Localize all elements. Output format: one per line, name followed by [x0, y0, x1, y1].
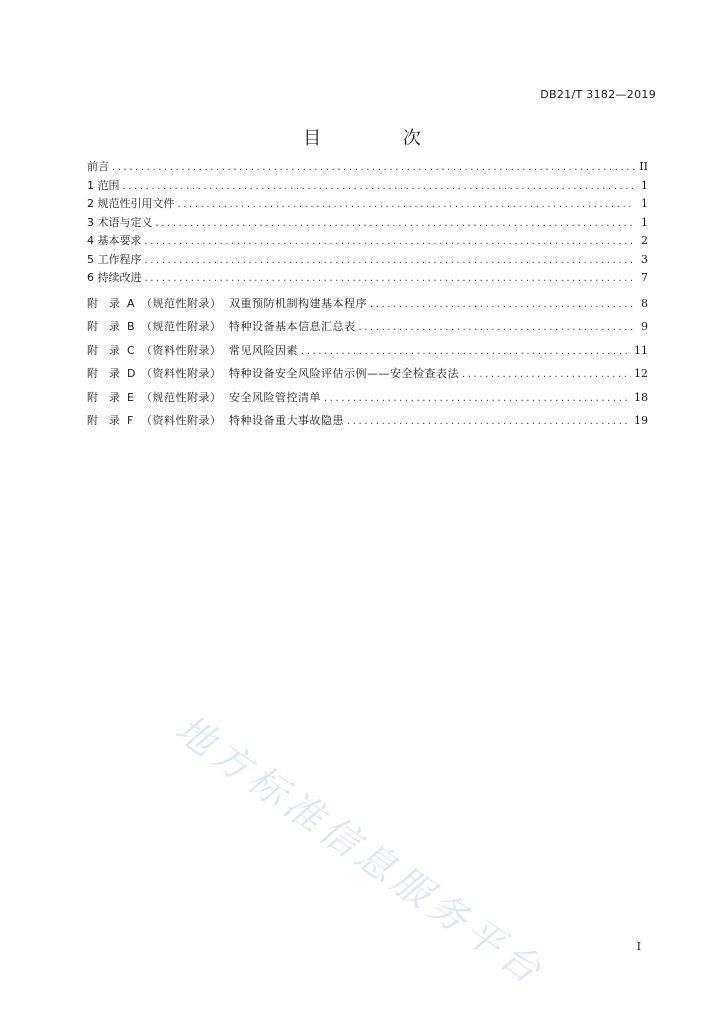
toc-entry-page: 19 — [634, 414, 648, 427]
appendix-name: 特种设备重大事故隐患 — [229, 414, 344, 427]
appendix-mid: 录 — [109, 343, 121, 357]
dot-leader — [301, 340, 631, 364]
appendix-name: 特种设备基本信息汇总表 — [229, 320, 356, 333]
toc-entry-normative-references[interactable] — [87, 195, 648, 214]
appendix-mid: 录 — [109, 390, 121, 404]
dot-leader — [370, 293, 635, 317]
toc-entry-page: 1 — [641, 197, 648, 210]
toc-entry-label: 5 工作程序 — [87, 252, 142, 266]
appendix-kind: （资料性附录） — [141, 343, 222, 357]
toc-entry-label: 2 规范性引用文件 — [87, 197, 175, 210]
toc-entry-page: 18 — [634, 390, 648, 404]
appendix-name: 常见风险因素 — [229, 343, 298, 357]
appendix-name: 特种设备安全风险评估示例——安全检查表法 — [229, 367, 459, 380]
appendix-mid: 录 — [109, 320, 121, 333]
appendix-kind: （规范性附录） — [141, 296, 222, 310]
dot-leader — [123, 178, 636, 197]
toc-entry-page: 12 — [634, 367, 648, 380]
appendix-letter: E — [127, 390, 135, 404]
appendix-mid: 录 — [109, 367, 121, 380]
toc-entry-scope[interactable] — [87, 177, 648, 196]
dot-leader — [112, 159, 635, 178]
appendix-name: 安全风险管控清单 — [229, 390, 321, 404]
appendix-mid: 录 — [109, 414, 121, 427]
appendix-kind: （规范性附录） — [141, 390, 222, 404]
toc-entry-page: 1 — [641, 178, 648, 192]
appendix-kind: （资料性附录） — [141, 367, 222, 380]
toc-entry-label: 前言 — [87, 160, 109, 173]
appendix-prefix: 附 — [87, 390, 99, 404]
toc-entry-label: 4 基本要求 — [87, 234, 142, 247]
toc-entry-page: 3 — [641, 252, 648, 266]
toc-entry-label: 6 持续改进 — [87, 271, 142, 284]
dot-leader — [359, 316, 636, 340]
toc-entry-page: 1 — [641, 215, 648, 229]
toc-entry-work-procedure[interactable] — [87, 251, 648, 270]
toc-entry-label: 1 范围 — [87, 178, 120, 192]
toc-entry-appendix-a[interactable] — [87, 292, 648, 316]
appendix-prefix: 附 — [87, 343, 99, 357]
toc-entry-label — [87, 362, 459, 386]
dot-leader — [156, 215, 636, 234]
toc-entry-label — [87, 315, 356, 339]
toc-entry-label — [87, 409, 344, 433]
appendix-letter: C — [127, 343, 136, 357]
appendix-mid: 录 — [109, 296, 121, 310]
appendix-prefix: 附 — [87, 414, 99, 427]
appendix-prefix: 附 — [87, 320, 99, 333]
toc-entry-appendix-f[interactable] — [87, 409, 648, 433]
watermark: 地方标准信息服务平台 — [167, 706, 554, 995]
dot-leader — [145, 252, 636, 271]
toc-entry-label — [87, 339, 298, 363]
dot-leader — [145, 270, 636, 289]
toc-entry-foreword[interactable] — [87, 158, 648, 177]
toc-entry-appendix-d[interactable] — [87, 362, 648, 386]
page-number: I — [636, 940, 641, 953]
toc-entry-page: 8 — [641, 296, 648, 310]
toc-title: 目 次 — [303, 128, 459, 149]
toc-entry-page: 2 — [641, 234, 648, 247]
appendix-kind: （资料性附录） — [141, 414, 222, 427]
appendix-letter: F — [127, 414, 134, 427]
toc-entry-label — [87, 292, 367, 316]
appendix-letter: D — [127, 367, 136, 380]
toc-entry-continuous-improvement[interactable] — [87, 269, 648, 288]
toc-entry-page: 11 — [634, 343, 648, 357]
appendix-letter: B — [127, 320, 136, 333]
dot-leader — [462, 363, 631, 387]
toc-entry-page: 9 — [641, 320, 648, 333]
dot-leader — [324, 387, 631, 411]
dot-leader — [178, 196, 636, 215]
toc-entry-terms[interactable] — [87, 214, 648, 233]
appendix-letter: A — [127, 296, 136, 310]
appendix-name: 双重预防机制构建基本程序 — [229, 296, 367, 310]
appendix-prefix: 附 — [87, 296, 99, 310]
toc-entry-appendix-e[interactable] — [87, 386, 648, 410]
toc-entry-basic-requirements[interactable] — [87, 232, 648, 251]
table-of-contents — [87, 158, 648, 433]
appendix-prefix: 附 — [87, 367, 99, 380]
toc-entry-label — [87, 386, 321, 410]
toc-entry-label: 3 术语与定义 — [87, 215, 153, 229]
dot-leader — [347, 410, 631, 434]
toc-entry-appendix-c[interactable] — [87, 339, 648, 363]
document-code: DB21/T 3182—2019 — [540, 88, 656, 101]
toc-entry-appendix-b[interactable] — [87, 315, 648, 339]
toc-entry-page: II — [639, 160, 648, 173]
toc-entry-page: 7 — [641, 271, 648, 284]
dot-leader — [145, 233, 636, 252]
appendix-kind: （规范性附录） — [141, 320, 222, 333]
